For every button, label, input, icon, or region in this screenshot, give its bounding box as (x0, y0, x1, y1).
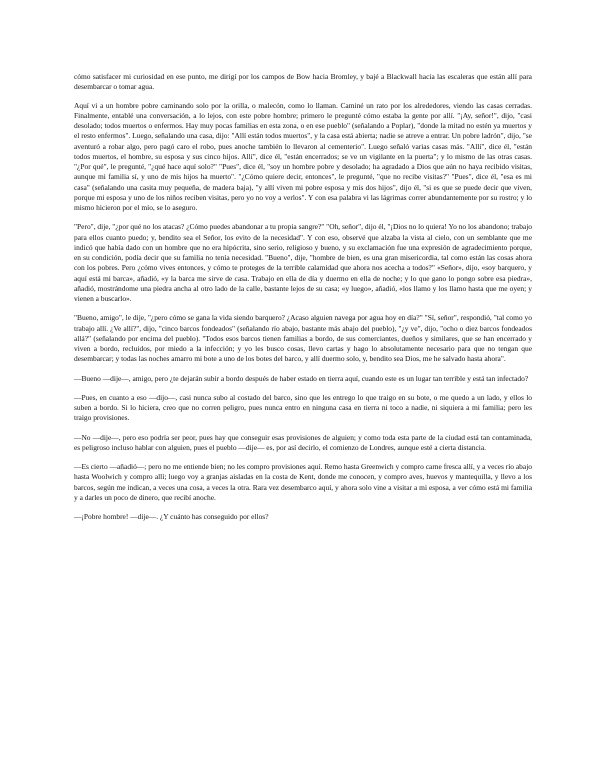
paragraph: "Bueno, amigo", le dije, "¿pero cómo se gana la vida siendo barquero? ¿Acaso alguien navega por agua hoy en día?" "Sí, señor", respondió, "tal como yo trabajo allí. ¿Ve allí?", dijo, "cinco barcos fondeados" (señalando río abajo, bastante más abajo del pueblo), "¿y ve", dijo, "ocho o diez barcos fondeados allá?" (señalando por encima del pueblo). "Todos esos barcos tienen familias a bordo, de sus comerciantes, dueños y similares, que se han encerrado y viven a bordo, recluidos, por miedo a la infección; y yo les busco cosas, llevo cartas y hago lo absolutamente necesario para que no tengan que desembarcar; y todas las noches amarro mi bote a uno de los botes del barco, y allí duermo solo, y, bendito sea Dios, me he salvado hasta ahora". (74, 313, 532, 364)
paragraph: "Pero", dije, "¿por qué no los atacas? ¿Cómo puedes abandonar a tu propia sangre?" "Oh, señor", dijo él, "¡Dios no lo quiera! Yo no los abandono; trabajo para ellos cuanto puedo; y, bendito sea el Señor, los evito de la necesidad". Y con eso, observé que alzaba la vista al cielo, con un semblante que me indicó que había dado con un hombre que no era hipócrita, sino serio, religioso y bueno, y su exclamación fue una expresión de agradecimiento porque, en su condición, podía decir que su familia no tenía necesidad. "Bueno", dije, "hombre de bien, es una gran misericordia, tal como están las cosas ahora con los pobres. Pero ¿cómo vives entonces, y cómo te proteges de la terrible calamidad que ahora nos acecha a todos?" «Señor», dijo, «soy barquero, y aquí está mi barca», añadió, «y la barca me sirve de casa. Trabajo en ella de día y duermo en ella de noche; y lo que gano lo pongo sobre esa piedra», añadió, mostrándome una piedra ancha al otro lado de la calle, bastante lejos de su casa; «y luego», añadió, «los llamo y los llamo hasta que me oyen; y vienen a buscarlo». (74, 222, 532, 303)
paragraph: Aquí vi a un hombre pobre caminando solo por la orilla, o malecón, como lo llaman. Caminé un rato por los alrededores, viendo las casas cerradas. Finalmente, entablé una conversación, a lo lejos, con este pobre hombre; primero le pregunté cómo estaba la gente por allí. "¡Ay, señor!", dijo, "casi desolado; todos muertos o enfermos. Hay muy pocas familias en esta zona, o en ese pueblo" (señalando a Poplar), "donde la mitad no estén ya muertos y el resto enfermos". Luego, señalando una casa, dijo: "Allí están todos muertos", y la casa está abierta; nadie se atreve a entrar. Un pobre ladrón", dijo, "se aventuró a robar algo, pero pagó caro el robo, pues anoche también lo llevaron al cementerio". Luego señaló varias casas más. "Allí", dice él, "están todos muertos, el hombre, su esposa y sus cinco hijos. Allí", dice él, "están encerrados; se ve un vigilante en la puerta"; y lo mismo de las otras casas. "¿Por qué", le pregunté, "¿qué hace aquí solo?" "Pues", dice él, "soy un hombre pobre y desolado; ha agradado a Dios que aún no haya recibido visitas, aunque mi familia sí, y uno de mis hijos ha muerto". "¿Cómo quiere decir, entonces", le pregunté, "que no recibe visitas?" "Pues", dice él, "esa es mi casa" (señalando una casita muy pequeña, de madera baja), "y allí viven mi pobre esposa y mis dos hijos", dijo él, "si es que se puede decir que viven, porque mi esposa y uno de los niños reciben visitas, pero yo no voy a verlos". Y con esa palabra vi las lágrimas correr abundantemente por su rostro; y lo mismo hicieron por el mío, se lo aseguro. (74, 100, 532, 212)
paragraph: cómo satisfacer mi curiosidad en ese punto, me dirigí por los campos de Bow hacia Bromley, y bajé a Blackwall hacia las escaleras que están allí para desembarcar o tomar agua. (74, 72, 532, 92)
paragraph: —Pues, en cuanto a eso —dijo—, casi nunca subo al costado del barco, sino que les entrego lo que traigo en su bote, o me quedo a un lado, y ellos lo suben a bordo. Si lo hiciera, creo que no corren peligro, pues nunca entro en ninguna casa en tierra ni toco a nadie, ni siquiera a mi familia; pero les traigo provisiones. (74, 392, 532, 423)
paragraph: —No —dije—, pero eso podría ser peor, pues hay que conseguir esas provisiones de alguien; y como toda esta parte de la ciudad está tan contaminada, es peligroso incluso hablar con alguien, pues el pueblo —dije— es, por así decirlo, el comienzo de Londres, aunque esté a cierta distancia. (74, 432, 532, 452)
paragraph: —Bueno —dije—, amigo, pero ¿te dejarán subir a bordo después de haber estado en tierra aquí, cuando este es un lugar tan terrible y está tan infectado? (74, 373, 529, 383)
paragraph: —Es cierto —añadió—; pero no me entiende bien; no les compro provisiones aquí. Remo hasta Greenwich y compro carne fresca allí, y a veces río abajo hasta Woolwich y compro allí; luego voy a granjas aisladas en la costa de Kent, donde me conocen, y compro aves, huevos y mantequilla, y llevo a los barcos, según me indican, a veces una cosa, a veces la otra. Rara vez desembarco aquí, y ahora solo vine a visitar a mi esposa, a ver cómo está mi familia y a darles un poco de dinero, que recibí anoche. (74, 462, 532, 502)
document-page (74, 72, 532, 752)
paragraph: —¡Pobre hombre! —dije—. ¿Y cuánto has conseguido por ellos? (74, 512, 269, 521)
